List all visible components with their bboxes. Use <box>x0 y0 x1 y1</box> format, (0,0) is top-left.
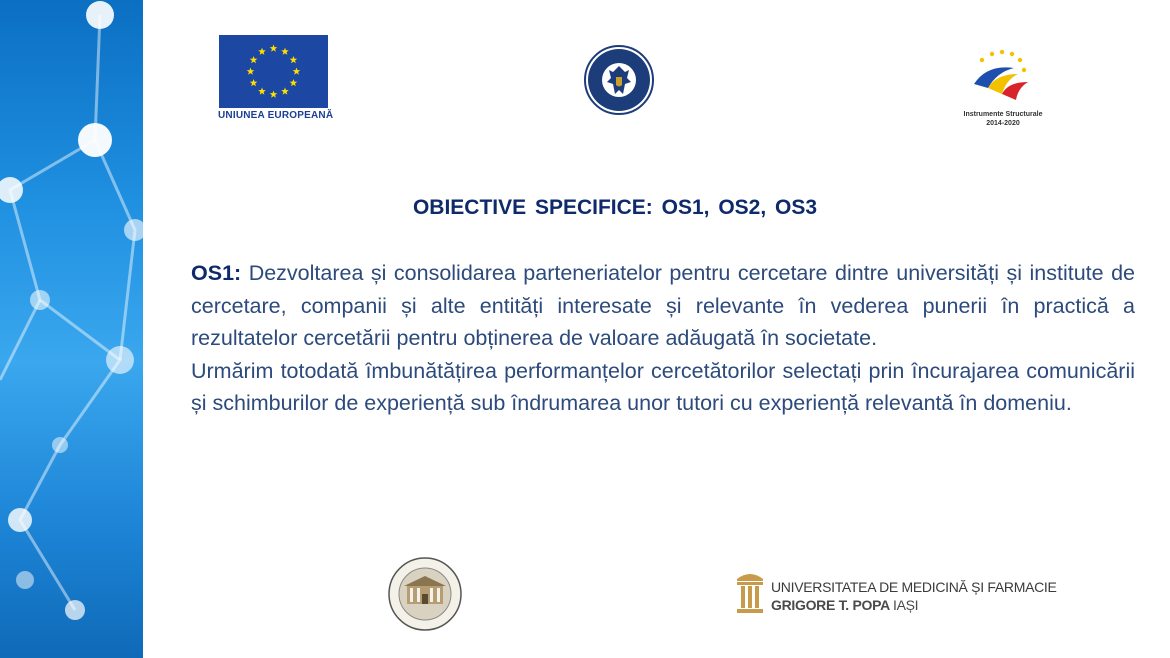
umf-column-icon <box>735 569 765 615</box>
structural-instruments-label <box>958 110 1048 128</box>
os1-paragraph <box>191 257 1135 355</box>
eu-star-icon <box>247 68 255 75</box>
eu-star-icon <box>250 56 258 63</box>
eu-label: UNIUNEA EUROPEANĂ <box>218 110 334 121</box>
structural-instruments-logo <box>962 46 1042 106</box>
eu-star-icon <box>250 79 258 86</box>
eu-star-icon <box>290 56 298 63</box>
eu-flag-icon <box>219 35 328 108</box>
umf-name-line1: UNIVERSITATEA DE MEDICINĂ ȘI FARMACIE <box>771 579 1057 595</box>
page-title: OBIECTIVE SPECIFICE: OS1, OS2, OS3 <box>412 196 818 219</box>
eu-star-icon <box>270 45 278 52</box>
os1-followup-paragraph: Urmărim totodată îmbunătățirea performanțelor cercetătorilor selectați prin încurajarea comunicării și schimburilor de experiență sub îndrumarea unor tutori cu experiență relevantă în domeniu. <box>191 358 1135 416</box>
is-label-line2: 2014-2020 <box>986 120 1020 127</box>
objective-text <box>191 257 1135 420</box>
umf-name <box>771 578 1057 614</box>
umf-name-line2: GRIGORE T. POPA <box>771 597 890 613</box>
eu-star-icon <box>281 87 289 94</box>
gov-seal-icon <box>583 44 655 116</box>
eu-star-icon <box>293 68 301 75</box>
eu-star-icon <box>290 79 298 86</box>
decorative-side-panel <box>0 0 143 658</box>
eu-star-icon <box>281 48 289 55</box>
eu-star-icon <box>258 48 266 55</box>
umf-city: IAȘI <box>893 597 919 613</box>
eu-star-icon <box>270 91 278 98</box>
eu-star-icon <box>258 87 266 94</box>
os1-label: OS1: <box>191 261 242 285</box>
os1-text: Dezvoltarea și consolidarea parteneriatelor pentru cercetare dintre universități și institute de cercetare, companii și alte entități interesate și relevante în vederea punerii în practică a rezultatelor cercetării pentru obținerea de valoare adăugată în societate. <box>191 261 1136 351</box>
umf-seal-icon <box>387 556 463 632</box>
is-label-line1: Instrumente Structurale <box>963 111 1043 118</box>
